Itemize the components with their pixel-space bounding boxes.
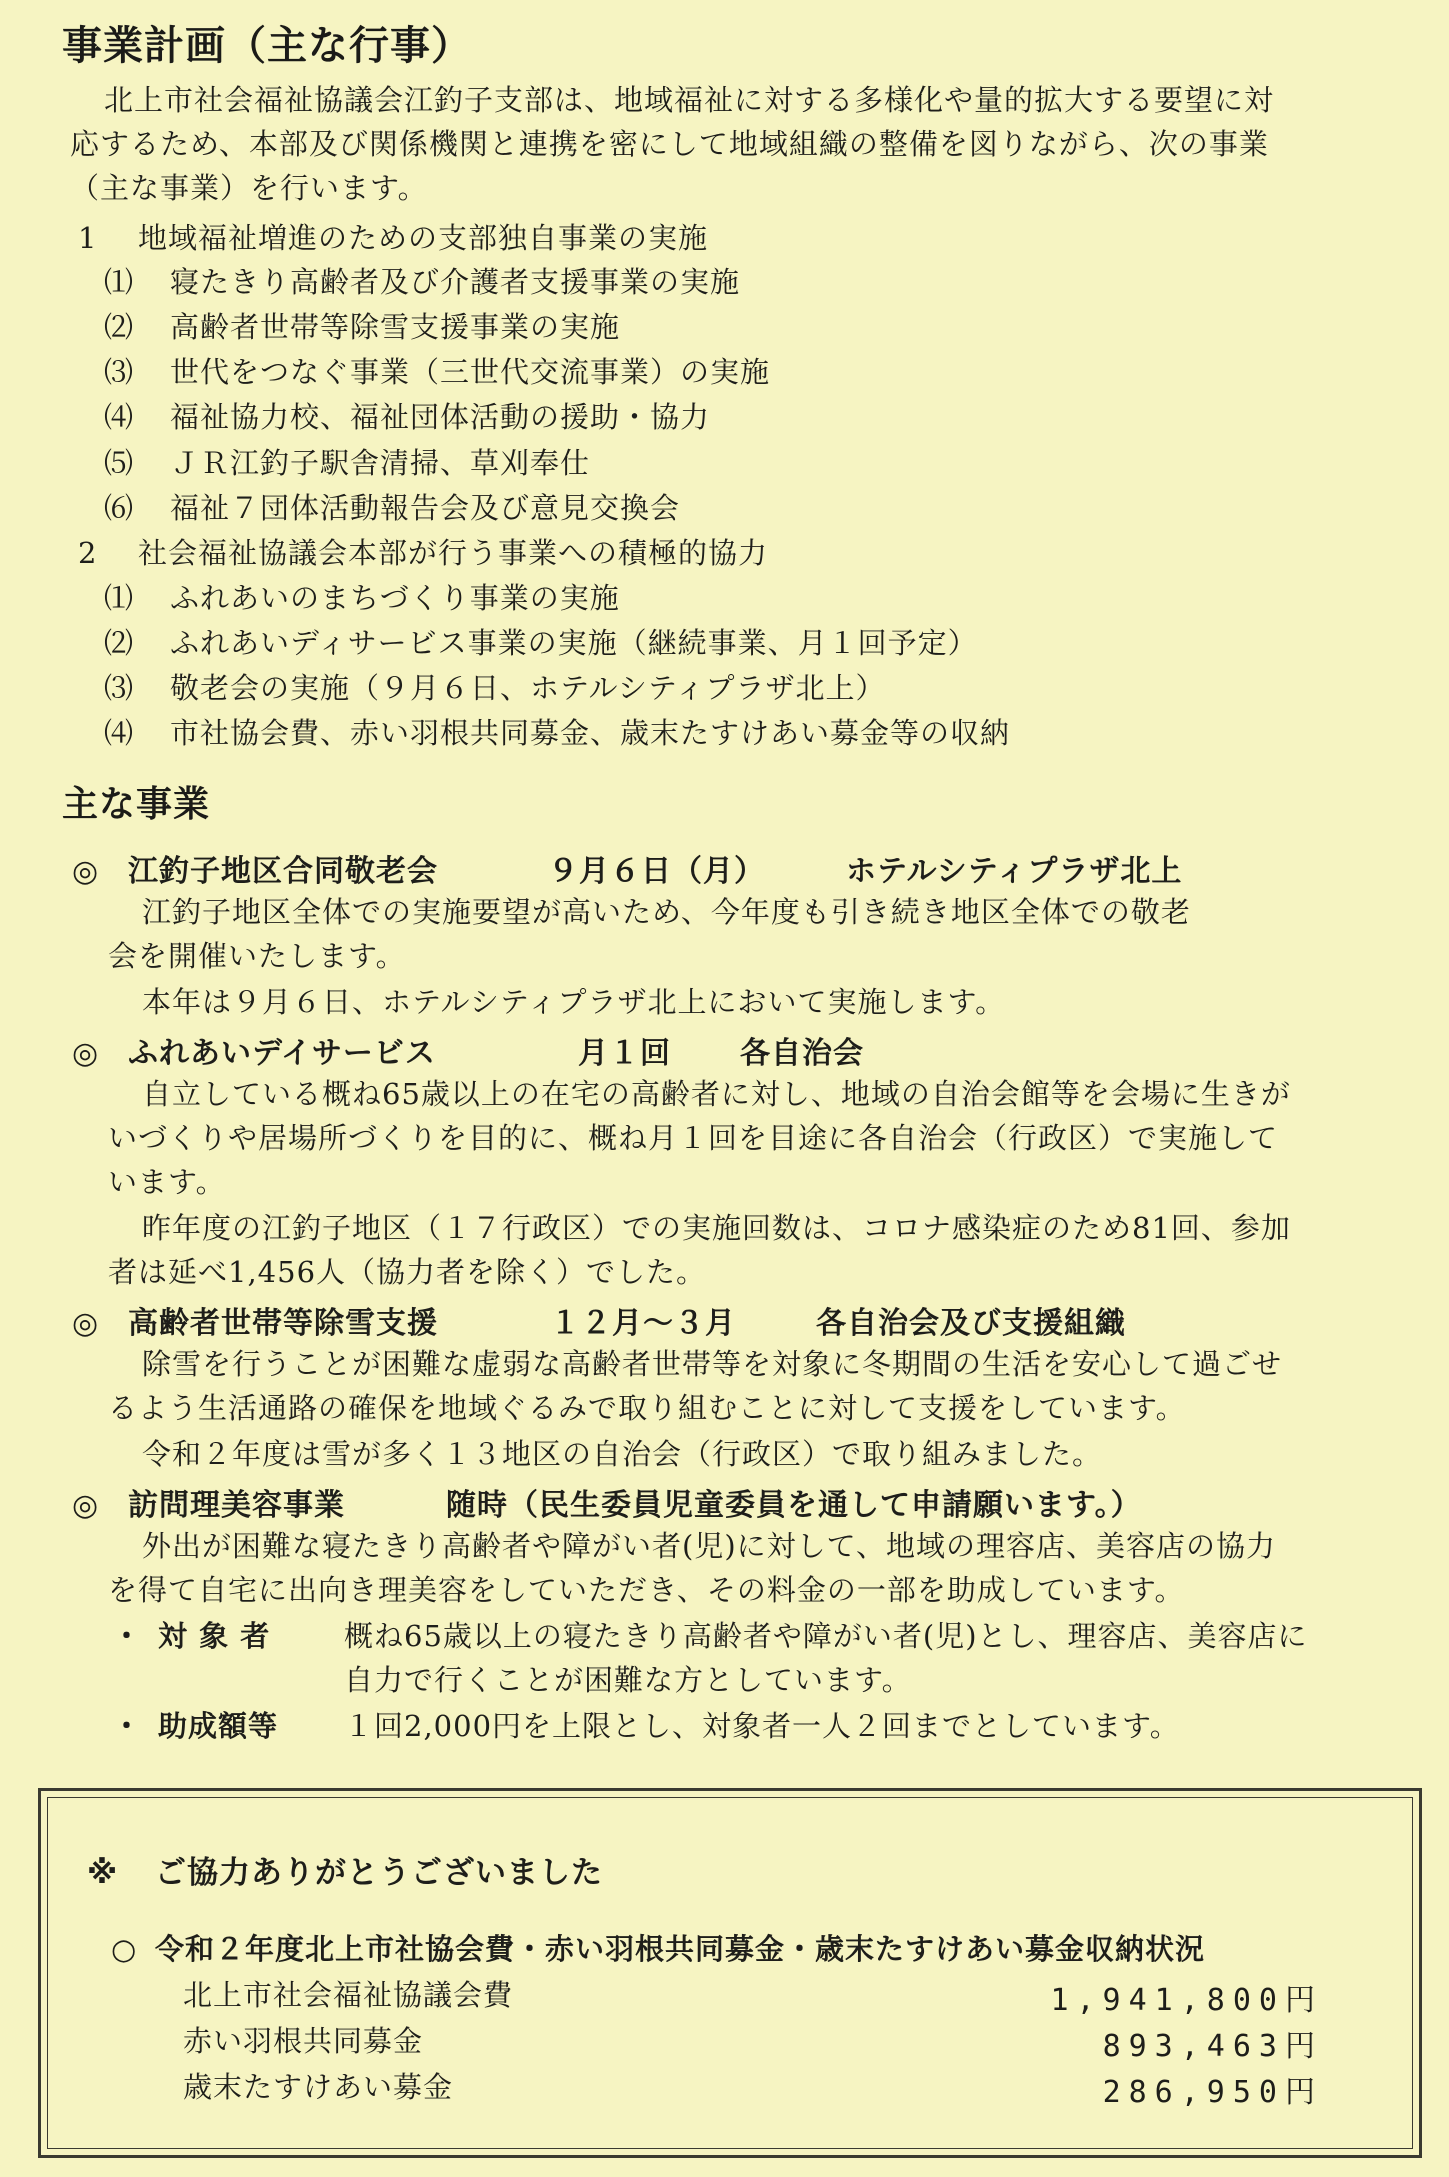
thanks-subheading xyxy=(111,1927,1205,1968)
section2-item xyxy=(104,576,620,617)
bullet-label: 助成額等 xyxy=(158,1709,279,1743)
collection-label: 北上市社会福祉協議会費 xyxy=(183,1978,514,2012)
item-text: 寝たきり高齢者及び介護者支援事業の実施 xyxy=(170,265,741,299)
item-text: ふれあいのまちづくり事業の実施 xyxy=(170,581,620,615)
event-text-line: 令和２年度は雪が多く１３地区の自治会（行政区）で取り組みました。 xyxy=(142,1437,1103,1471)
item-number: ⑵ xyxy=(104,310,135,344)
item-number: ⑶ xyxy=(104,355,135,389)
collection-amount: 893,463円 xyxy=(1102,2029,1323,2064)
section2-heading xyxy=(78,531,768,572)
collection-label: 赤い羽根共同募金 xyxy=(183,2024,424,2058)
item-text: 市社協会費、赤い羽根共同募金、歳末たすけあい募金等の収納 xyxy=(170,716,1011,750)
event-text-line: 自立している概ね65歳以上の在宅の高齢者に対し、地域の自治会館等を会場に生きが xyxy=(142,1077,1291,1111)
event-text-line: いづくりや居場所づくりを目的に、概ね月１回を目途に各自治会（行政区）で実施して xyxy=(108,1121,1279,1155)
section2-item xyxy=(104,666,886,707)
bullet-text-line: 自力で行くことが困難な方としています。 xyxy=(344,1663,912,1697)
main-title: 主な事業 xyxy=(62,784,211,825)
section1-item xyxy=(104,350,770,391)
thanks-subtitle: 令和２年度北上市社協会費・赤い羽根共同募金・歳末たすけあい募金収納状況 xyxy=(155,1932,1206,1966)
double-circle-mark: ◎ xyxy=(72,1036,100,1071)
event-heading xyxy=(72,1480,345,1524)
double-circle-mark: ◎ xyxy=(72,854,100,889)
event-text-line: 江釣子地区全体での実施要望が高いため、今年度も引き続き地区全体での敬老 xyxy=(142,895,1191,929)
event-text-line: 者は延べ1,456人（協力者を除く）でした。 xyxy=(108,1255,707,1289)
collection-amount: 1,941,800円 xyxy=(1050,1983,1323,2018)
bullet-text-line: １回2,000円を上限とし、対象者一人２回までとしています。 xyxy=(344,1709,1180,1743)
section1-title: 地域福祉増進のための支部独自事業の実施 xyxy=(138,221,709,255)
event-date: ９月６日（月） xyxy=(548,854,765,889)
thanks-box xyxy=(38,1788,1422,2158)
event-name: 高齢者世帯等除雪支援 xyxy=(128,1306,438,1341)
bullet-text-line: 概ね65歳以上の寝たきり高齢者や障がい者(児)とし、理容店、美容店に xyxy=(344,1619,1308,1653)
section1-num: 1 xyxy=(78,221,98,255)
collection-label: 歳末たすけあい募金 xyxy=(183,2070,454,2104)
bullet-label: 対 象 者 xyxy=(158,1619,271,1653)
item-text: 高齢者世帯等除雪支援事業の実施 xyxy=(170,310,621,344)
section2-title: 社会福祉協議会本部が行う事業への積極的協力 xyxy=(138,536,769,570)
section2-num: 2 xyxy=(78,536,98,570)
plan-intro-line-3: （主な事業）を行います。 xyxy=(70,171,428,205)
event-date: 随時（民生委員児童委員を通して申請願います。） xyxy=(446,1488,1142,1523)
plan-intro-line-1: 北上市社会福祉協議会江釣子支部は、地域福祉に対する多様化や量的拡大する要望に対 xyxy=(104,83,1275,117)
item-number: ⑵ xyxy=(104,626,135,660)
event-text-line: 会を開催いたします。 xyxy=(108,939,406,973)
event-text-line: 除雪を行うことが困難な虚弱な高齢者世帯等を対象に冬期間の生活を安心して過ごせ xyxy=(142,1347,1283,1381)
collection-amount: 286,950円 xyxy=(1102,2075,1323,2110)
event-date: １２月～３月 xyxy=(550,1306,736,1341)
section2-item xyxy=(104,711,1010,752)
event-text-line: 昨年度の江釣子地区（１７行政区）での実施回数は、コロナ感染症のため81回、参加 xyxy=(142,1211,1291,1245)
event-place: ホテルシティプラザ北上 xyxy=(846,854,1183,889)
event-text-line: います。 xyxy=(108,1165,226,1199)
item-number: ⑸ xyxy=(104,446,135,480)
item-number: ⑴ xyxy=(104,581,135,615)
event-heading xyxy=(72,846,438,890)
item-number: ⑶ xyxy=(104,671,135,705)
event-heading xyxy=(72,1298,438,1342)
item-text: 世代をつなぐ事業（三世代交流事業）の実施 xyxy=(170,355,771,389)
item-number: ⑴ xyxy=(104,265,135,299)
section1-item xyxy=(104,395,710,436)
section1-heading xyxy=(78,216,708,257)
section1-item xyxy=(104,486,680,527)
reference-mark: ※ xyxy=(87,1855,119,1891)
event-text-line: 外出が困難な寝たきり高齢者や障がい者(児)に対して、地域の理容店、美容店の協力 xyxy=(142,1529,1277,1563)
event-name: 江釣子地区合同敬老会 xyxy=(128,854,438,889)
item-text: ふれあいディサービス事業の実施（継続事業、月１回予定） xyxy=(170,626,978,660)
bullet-dot: ・ xyxy=(112,1619,143,1653)
thanks-title: ご協力ありがとうございました xyxy=(155,1855,603,1891)
event-name: ふれあいデイサービス xyxy=(128,1036,436,1071)
event-text-line: を得て自宅に出向き理美容をしていただき、その料金の一部を助成しています。 xyxy=(108,1573,1185,1607)
event-place: 各自治会及び支援組織 xyxy=(816,1306,1126,1341)
section1-item xyxy=(104,441,590,482)
event-place: 各自治会 xyxy=(740,1036,864,1071)
event-date: 月１回 xyxy=(578,1036,671,1071)
double-circle-mark: ◎ xyxy=(72,1306,100,1341)
section2-item xyxy=(104,621,978,662)
event-text-line: るよう生活通路の確保を地域ぐるみで取り組むことに対して支援をしています。 xyxy=(108,1391,1186,1425)
plan-intro-line-2: 応するため、本部及び関係機関と連携を密にして地域組織の整備を図りながら、次の事業 xyxy=(70,127,1269,161)
circle-mark: ○ xyxy=(111,1932,138,1966)
event-name: 訪問理美容事業 xyxy=(128,1488,345,1523)
item-text: 敬老会の実施（９月６日、ホテルシティプラザ北上） xyxy=(170,671,886,705)
item-text: 福祉７団体活動報告会及び意見交換会 xyxy=(170,491,681,525)
item-text: ＪＲ江釣子駅舎清掃、草刈奉仕 xyxy=(170,446,591,480)
double-circle-mark: ◎ xyxy=(72,1488,100,1523)
item-number: ⑷ xyxy=(104,400,135,434)
section1-item xyxy=(104,260,740,301)
event-text-line: 本年は９月６日、ホテルシティプラザ北上において実施します。 xyxy=(142,985,1006,1019)
item-text: 福祉協力校、福祉団体活動の援助・協力 xyxy=(170,400,711,434)
item-number: ⑷ xyxy=(104,716,135,750)
plan-title: 事業計画（主な行事） xyxy=(62,23,472,69)
bullet-dot: ・ xyxy=(112,1709,143,1743)
section1-item xyxy=(104,305,620,346)
item-number: ⑹ xyxy=(104,491,135,525)
thanks-heading xyxy=(87,1847,603,1892)
event-heading xyxy=(72,1028,436,1072)
